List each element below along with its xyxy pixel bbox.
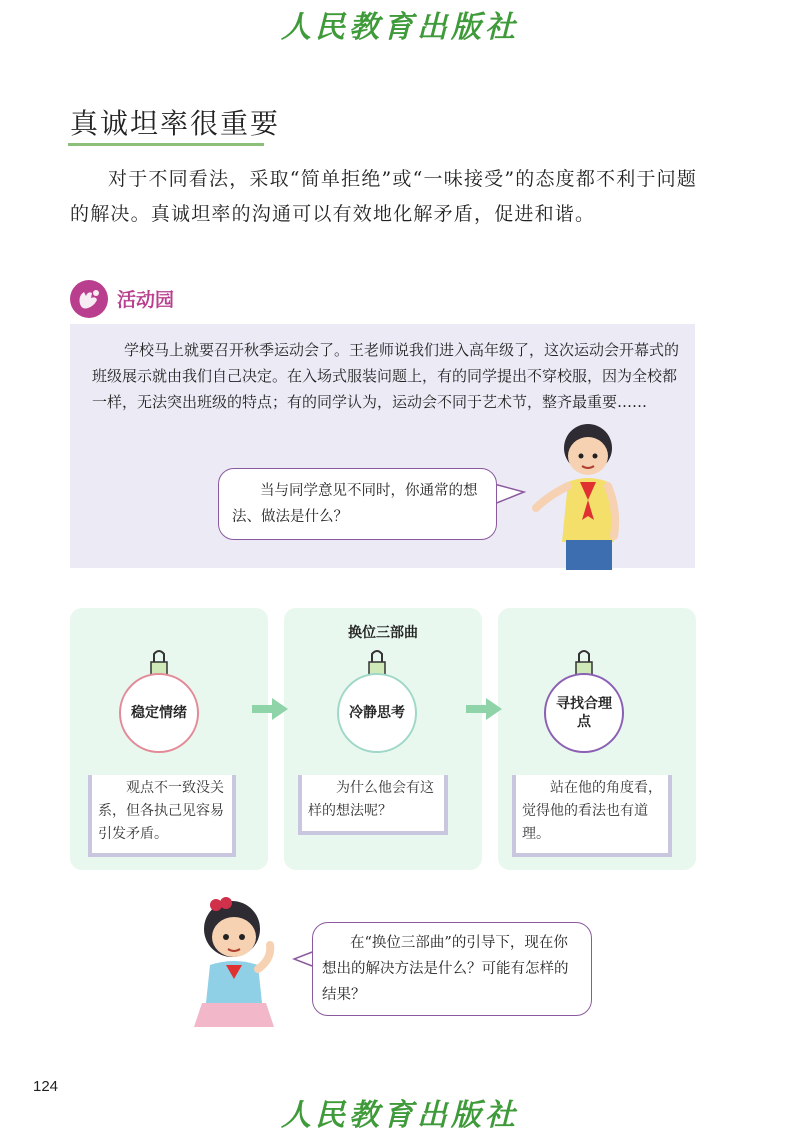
scenario-text: 学校马上就要召开秋季运动会了。王老师说我们进入高年级了，这次运动会开幕式的班级展示就由我们自己决定。在入场式服装问题上，有的同学提出不穿校服，因为全校都一样，无法突出班级的特点；有的同学认为，运动会不同于艺术节，整齐最重要……	[92, 341, 680, 411]
publisher-logo-bottom: 人民教育出版社	[281, 1098, 519, 1133]
step-note-3: 站在他的角度看，觉得他的看法也有道理。	[512, 775, 672, 857]
publisher-logo-top: 人民教育出版社	[281, 10, 519, 45]
step-circle-3-label: 寻找合理点	[556, 696, 612, 730]
page-number: 124	[33, 1078, 59, 1095]
girl-illustration	[186, 895, 286, 1030]
title-underline	[68, 143, 264, 146]
girl-question-text: 在“换位三部曲”的引导下，现在你想出的解决方法是什么？可能有怎样的结果？	[322, 935, 569, 1003]
boy-question-text: 当与同学意见不同时，你通常的想法、做法是什么？	[232, 483, 478, 525]
step-circle-2: 冷静思考	[337, 673, 417, 753]
hands-icon	[70, 280, 108, 318]
arrow-right-icon	[252, 698, 288, 720]
boy-illustration	[528, 420, 648, 570]
step-note-2: 为什么他会有这样的想法呢？	[298, 775, 448, 835]
intro-paragraph: 对于不同看法，采取“简单拒绝”或“一味接受”的态度都不利于问题的解决。真诚坦率的沟通可以有效地化解矛盾，促进和谐。	[70, 168, 698, 225]
section-title: 真诚坦率很重要	[70, 107, 281, 140]
activity-label: 活动园	[117, 289, 175, 311]
step-note-1: 观点不一致没关系，但各执己见容易引发矛盾。	[88, 775, 236, 857]
step-circle-3	[544, 673, 624, 753]
steps-title: 换位三部曲	[348, 625, 418, 641]
arrow-right-icon	[466, 698, 502, 720]
step-circle-1: 稳定情绪	[119, 673, 199, 753]
